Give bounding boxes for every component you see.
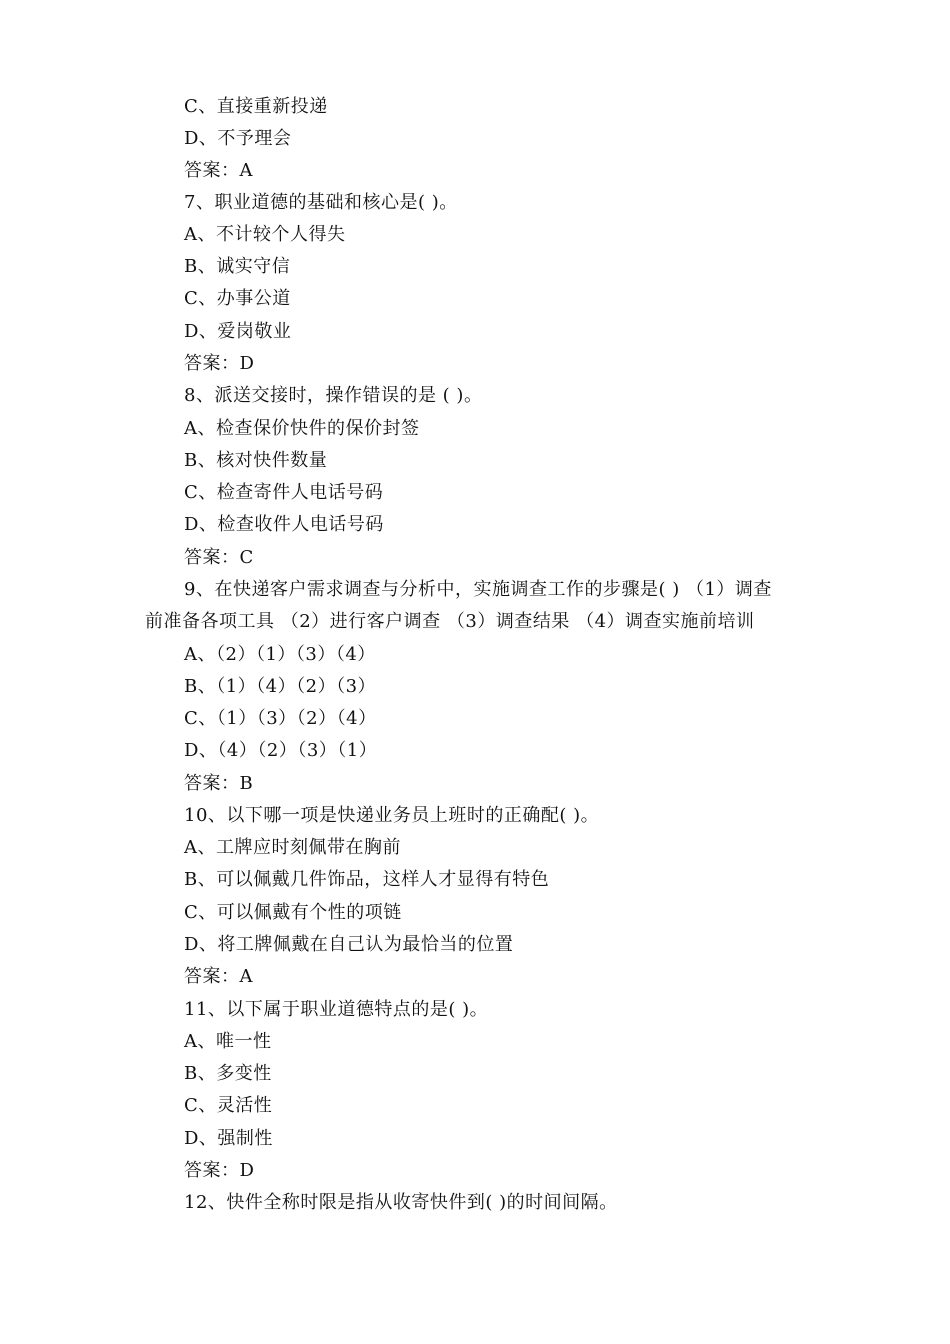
answer-line: 答案：A (184, 160, 253, 181)
question-line: 11、以下属于职业道德特点的是( )。 (184, 999, 489, 1020)
question-line: 9、在快递客户需求调查与分析中，实施调查工作的步骤是( ) （1）调查 (184, 579, 772, 600)
option-line: C、检查寄件人电话号码 (184, 482, 384, 503)
question-line-continued: 前准备各项工具 （2）进行客户调查 （3）调查结果 （4）调查实施前培训 (145, 611, 755, 632)
option-line: A、工牌应时刻佩带在胸前 (184, 837, 401, 858)
option-line: C、可以佩戴有个性的项链 (184, 902, 402, 923)
option-line: D、不予理会 (184, 128, 292, 149)
option-line: A、不计较个人得失 (184, 224, 346, 245)
option-line: D、强制性 (184, 1128, 273, 1149)
answer-line: 答案：C (184, 547, 254, 568)
option-line: A、唯一性 (184, 1031, 272, 1052)
option-line: B、核对快件数量 (184, 450, 328, 471)
option-line: D、检查收件人电话号码 (184, 514, 384, 535)
option-line: A、（2）（1）（3）（4） (184, 644, 376, 665)
option-line: C、（1）（3）（2）（4） (184, 708, 377, 729)
answer-line: 答案：A (184, 966, 253, 987)
option-line: D、爱岗敬业 (184, 321, 292, 342)
question-line: 8、派送交接时，操作错误的是 ( )。 (184, 385, 483, 406)
question-line: 12、快件全称时限是指从收寄快件到( )的时间间隔。 (184, 1192, 618, 1213)
option-line: B、诚实守信 (184, 256, 291, 277)
question-line: 7、职业道德的基础和核心是( )。 (184, 192, 458, 213)
question-line: 10、以下哪一项是快递业务员上班时的正确配( )。 (184, 805, 600, 826)
option-line: A、检查保价快件的保价封签 (184, 418, 420, 439)
option-line: B、可以佩戴几件饰品，这样人才显得有特色 (184, 869, 550, 890)
option-line: B、多变性 (184, 1063, 272, 1084)
option-line: D、将工牌佩戴在自己认为最恰当的位置 (184, 934, 514, 955)
option-line: C、办事公道 (184, 288, 291, 309)
answer-line: 答案：D (184, 1160, 255, 1181)
answer-line: 答案：B (184, 773, 254, 794)
option-line: B、（1）（4）（2）（3） (184, 676, 377, 697)
option-line: C、直接重新投递 (184, 96, 328, 117)
option-line: C、灵活性 (184, 1095, 273, 1116)
answer-line: 答案：D (184, 353, 255, 374)
option-line: D、（4）（2）（3）（1） (184, 740, 378, 761)
